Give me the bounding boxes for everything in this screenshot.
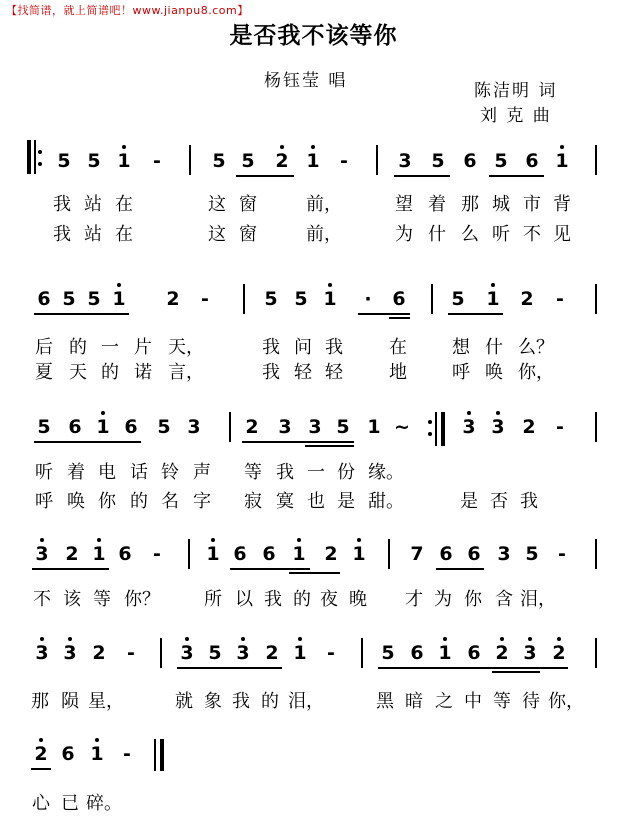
note: 5 — [241, 150, 255, 172]
lyric: 着 — [428, 194, 446, 215]
lyrics-verse-2 — [0, 358, 627, 383]
lyric: 前， — [306, 224, 342, 245]
note: 1 — [112, 288, 126, 310]
note: 3 — [236, 642, 250, 664]
note: 6 — [525, 150, 539, 172]
lyric: 市 — [523, 194, 541, 215]
notes-line-2 — [0, 288, 627, 312]
note: 5 — [494, 150, 508, 172]
octave-dot — [443, 637, 447, 641]
lyric: 一 — [307, 462, 325, 483]
lyrics-verse-1 — [0, 585, 627, 610]
bar-line — [160, 638, 162, 668]
octave-dot — [241, 637, 245, 641]
lyric: 城 — [492, 194, 510, 215]
bar-line — [376, 145, 378, 175]
note: 3 — [63, 642, 77, 664]
note: 1 — [352, 543, 366, 565]
lyrics-verse-1 — [0, 333, 627, 358]
bar-line — [595, 145, 597, 175]
note: 6 — [37, 288, 51, 310]
lyric: 着 — [67, 462, 85, 483]
notes-line-1 — [0, 150, 627, 174]
lyric: 唤 — [485, 362, 503, 383]
bar-line — [595, 284, 597, 314]
notes-line-5 — [0, 642, 627, 666]
lyric: 等 — [93, 589, 111, 610]
underline — [177, 667, 282, 669]
final-thick-bar — [160, 739, 164, 771]
lyric: 寞 — [276, 491, 294, 512]
note: 1 — [486, 288, 500, 310]
lyric: 轻 — [325, 362, 343, 383]
octave-dot — [328, 283, 332, 287]
lyric: 份 — [337, 462, 355, 483]
lyrics-verse-2 — [0, 487, 627, 512]
bar-line — [595, 539, 597, 569]
lyric: 的 — [69, 337, 87, 358]
note: 5 — [87, 288, 101, 310]
lyric: 声 — [193, 462, 211, 483]
octave-dot — [496, 411, 500, 415]
underline — [230, 568, 310, 570]
lyric: 听 — [35, 462, 53, 483]
lyric: 在 — [115, 194, 133, 215]
lyric: 前， — [306, 194, 342, 215]
lyric: 的 — [293, 589, 311, 610]
note: 1 — [92, 543, 106, 565]
note: 3 — [308, 416, 322, 438]
lyric: 也 — [307, 491, 325, 512]
bar-line — [188, 539, 190, 569]
note: 3 — [497, 543, 511, 565]
bar-line — [431, 284, 433, 314]
underline — [448, 313, 503, 315]
lyrics-verse-2 — [0, 220, 627, 245]
lyric: 那 — [31, 691, 49, 712]
note: 1 — [206, 543, 220, 565]
lyric: 该 — [63, 589, 81, 610]
lyric: 所 — [204, 589, 222, 610]
lyric: 电 — [98, 462, 116, 483]
underline — [32, 568, 109, 570]
lyric: 一 — [101, 337, 119, 358]
lyric: 站 — [84, 194, 102, 215]
octave-dot — [40, 538, 44, 542]
note: - — [327, 642, 335, 664]
lyricist-credit: 陈洁明 词 — [474, 81, 558, 101]
lyric: 什 — [485, 337, 503, 358]
lyric: 这 — [208, 194, 226, 215]
lyrics-verse-1 — [0, 190, 627, 215]
lyric: 否 — [490, 491, 508, 512]
note: 5 — [212, 150, 226, 172]
note: - — [201, 288, 209, 310]
note: 5 — [451, 288, 465, 310]
lyrics-verse-1 — [0, 687, 627, 712]
lyric: 天， — [168, 337, 204, 358]
bar-line — [189, 145, 191, 175]
lyric: 星， — [88, 691, 124, 712]
octave-dot — [560, 145, 564, 149]
note: 2 — [275, 150, 289, 172]
lyric: 象 — [204, 691, 222, 712]
repeat-end-bar — [435, 412, 437, 446]
lyric: 的 — [130, 491, 148, 512]
note: 1 — [555, 150, 569, 172]
bar-line — [229, 412, 231, 442]
notes-line-3 — [0, 416, 627, 440]
lyric: 在 — [115, 224, 133, 245]
lyric: 话 — [130, 462, 148, 483]
lyric: 这 — [208, 224, 226, 245]
note: 3 — [180, 642, 194, 664]
note: 2 — [552, 642, 566, 664]
note: 2 — [65, 543, 79, 565]
octave-dot — [185, 637, 189, 641]
lyrics-verse-1 — [0, 458, 627, 483]
underline — [436, 568, 484, 570]
lyric: 片 — [134, 337, 152, 358]
lyric: 碎。 — [86, 793, 122, 814]
lyric: 那 — [461, 194, 479, 215]
lyric: 夏 — [35, 362, 53, 383]
note: 1 — [292, 543, 306, 565]
note: 2 — [495, 642, 509, 664]
lyric: 望 — [395, 194, 413, 215]
lyric: 我 — [520, 491, 538, 512]
bar-line — [595, 638, 597, 668]
note: 6 — [61, 743, 75, 765]
lyric: 待 — [522, 691, 540, 712]
note: 2 — [522, 416, 536, 438]
lyric: 轻 — [294, 362, 312, 383]
underline — [31, 768, 51, 770]
lyric: 等 — [493, 691, 511, 712]
note: 5 — [37, 416, 51, 438]
underline — [289, 572, 340, 574]
octave-dot — [297, 538, 301, 542]
note: - — [340, 150, 348, 172]
note: 5 — [336, 416, 350, 438]
lyric: 泪， — [288, 691, 324, 712]
note: 6 — [463, 150, 477, 172]
underline — [358, 313, 410, 315]
lyric: 你 — [98, 491, 116, 512]
note: 5 — [208, 642, 222, 664]
note: - — [153, 543, 161, 565]
composer-credit: 刘 克 曲 — [480, 106, 552, 126]
note: 6 — [124, 416, 138, 438]
lyric: 我 — [232, 691, 250, 712]
note: 5 — [62, 288, 76, 310]
note: - — [556, 288, 564, 310]
note: 3 — [462, 416, 476, 438]
lyric: 我 — [276, 462, 294, 483]
note: 1 — [367, 416, 381, 438]
singer-credit: 杨钰莹 唱 — [264, 71, 348, 91]
lyric: 名 — [161, 491, 179, 512]
lyric: 之 — [435, 691, 453, 712]
lyric: 陨 — [61, 691, 79, 712]
lyric: 呼 — [35, 491, 53, 512]
lyric: 铃 — [161, 462, 179, 483]
lyric: 为 — [434, 589, 452, 610]
note: 5 — [57, 150, 71, 172]
note: - — [127, 642, 135, 664]
octave-dot — [528, 637, 532, 641]
note: · — [364, 288, 372, 310]
lyric: 听 — [492, 224, 510, 245]
repeat-dot — [428, 432, 432, 436]
lyric: 心 — [32, 793, 50, 814]
lyric: 我 — [53, 194, 71, 215]
lyric: 我 — [262, 337, 280, 358]
underline — [236, 175, 294, 177]
lyric: 地 — [389, 362, 407, 383]
lyric: 你， — [518, 362, 554, 383]
lyric: 我 — [264, 589, 282, 610]
lyric: 诺 — [134, 362, 152, 383]
bar-line — [361, 638, 363, 668]
lyric: 你？ — [124, 589, 160, 610]
lyric: 唤 — [67, 491, 85, 512]
lyric: 才 — [405, 589, 423, 610]
octave-dot — [311, 145, 315, 149]
note: ~ — [394, 416, 410, 438]
underline — [489, 175, 544, 177]
lyric: 甜。 — [368, 491, 404, 512]
note: 6 — [233, 543, 247, 565]
lyric: 想 — [452, 337, 470, 358]
note: 2 — [265, 642, 279, 664]
lyric: 暗 — [405, 691, 423, 712]
octave-dot — [467, 411, 471, 415]
octave-dot — [97, 538, 101, 542]
note: - — [153, 150, 161, 172]
lyric: 中 — [464, 691, 482, 712]
note: 6 — [467, 543, 481, 565]
repeat-end-thick-bar — [441, 412, 445, 446]
lyric: 言， — [168, 362, 204, 383]
note: 2 — [245, 416, 259, 438]
underline — [394, 175, 450, 177]
lyric: 是 — [460, 491, 478, 512]
lyric: 黑 — [376, 691, 394, 712]
note: 6 — [467, 642, 481, 664]
note: 7 — [410, 543, 424, 565]
note: 6 — [262, 543, 276, 565]
note: - — [556, 416, 564, 438]
site-banner: 【找简谱，就上简谱吧！www.jianpu8.com】 — [6, 4, 249, 17]
note: 2 — [166, 288, 180, 310]
note: 5 — [264, 288, 278, 310]
notes-line-6 — [0, 743, 627, 767]
lyric: 缘。 — [368, 462, 404, 483]
lyric: 你， — [548, 691, 584, 712]
note: 3 — [35, 642, 49, 664]
note: - — [558, 543, 566, 565]
notes-line-4 — [0, 543, 627, 567]
underline — [242, 441, 354, 443]
underline — [389, 317, 410, 319]
lyric: 窗 — [239, 194, 257, 215]
note: 5 — [381, 642, 395, 664]
lyric: 的 — [101, 362, 119, 383]
octave-dot — [95, 738, 99, 742]
lyric: 字 — [193, 491, 211, 512]
note: 5 — [525, 543, 539, 565]
underline — [305, 445, 354, 447]
note: 1 — [293, 642, 307, 664]
note: 3 — [491, 416, 505, 438]
octave-dot — [491, 283, 495, 287]
lyric: 么 — [461, 224, 479, 245]
lyric: 窗 — [239, 224, 257, 245]
lyric: 我 — [262, 362, 280, 383]
note: 2 — [92, 642, 106, 664]
lyric: 已 — [61, 793, 79, 814]
lyric: 泪， — [520, 589, 556, 610]
octave-dot — [298, 637, 302, 641]
lyric: 背 — [553, 194, 571, 215]
octave-dot — [500, 637, 504, 641]
lyric: 晚 — [349, 589, 367, 610]
note: 6 — [392, 288, 406, 310]
underline — [378, 667, 568, 669]
note: 3 — [35, 543, 49, 565]
note: 2 — [34, 743, 48, 765]
note: 3 — [398, 150, 412, 172]
note: 1 — [306, 150, 320, 172]
note: - — [123, 743, 131, 765]
note: 6 — [439, 543, 453, 565]
octave-dot — [68, 637, 72, 641]
note: 2 — [324, 543, 338, 565]
lyric: 站 — [84, 224, 102, 245]
octave-dot — [122, 145, 126, 149]
note: 3 — [523, 642, 537, 664]
underline — [34, 313, 129, 315]
octave-dot — [357, 538, 361, 542]
octave-dot — [39, 738, 43, 742]
note: 2 — [520, 288, 534, 310]
note: 5 — [157, 416, 171, 438]
note: 6 — [410, 642, 424, 664]
lyric: 的 — [261, 691, 279, 712]
lyric: 天 — [69, 362, 87, 383]
lyrics-verse-1 — [0, 789, 627, 814]
note: 1 — [90, 743, 104, 765]
song-title: 是否我不该等你 — [229, 23, 398, 49]
lyric: 夜 — [320, 589, 338, 610]
lyric: 是 — [337, 491, 355, 512]
note: 3 — [278, 416, 292, 438]
note: 1 — [323, 288, 337, 310]
octave-dot — [280, 145, 284, 149]
note: 5 — [431, 150, 445, 172]
lyric: 不 — [33, 589, 51, 610]
note: 6 — [118, 543, 132, 565]
note: 6 — [68, 416, 82, 438]
note: 5 — [87, 150, 101, 172]
repeat-dot — [428, 420, 432, 424]
lyric: 含 — [495, 589, 513, 610]
note: 1 — [438, 642, 452, 664]
lyric: 我 — [53, 224, 71, 245]
note: 1 — [117, 150, 131, 172]
lyric: 为 — [395, 224, 413, 245]
octave-dot — [557, 637, 561, 641]
underline — [492, 671, 540, 673]
note: 1 — [96, 416, 110, 438]
bar-line — [388, 539, 390, 569]
octave-dot — [117, 283, 121, 287]
lyric: 么？ — [518, 337, 554, 358]
final-bar — [154, 739, 156, 771]
lyric: 见 — [553, 224, 571, 245]
lyric: 就 — [175, 691, 193, 712]
bar-line — [243, 284, 245, 314]
note: 3 — [187, 416, 201, 438]
lyric: 问 — [294, 337, 312, 358]
lyric: 后 — [35, 337, 53, 358]
lyric: 寂 — [244, 491, 262, 512]
octave-dot — [40, 637, 44, 641]
underline — [34, 441, 141, 443]
lyric: 以 — [235, 589, 253, 610]
octave-dot — [211, 538, 215, 542]
bar-line — [595, 412, 597, 442]
lyric: 呼 — [452, 362, 470, 383]
lyric: 等 — [244, 462, 262, 483]
lyric: 你 — [464, 589, 482, 610]
lyric: 在 — [389, 337, 407, 358]
note: 5 — [294, 288, 308, 310]
lyric: 不 — [523, 224, 541, 245]
octave-dot — [101, 411, 105, 415]
lyric: 我 — [325, 337, 343, 358]
lyric: 什 — [428, 224, 446, 245]
